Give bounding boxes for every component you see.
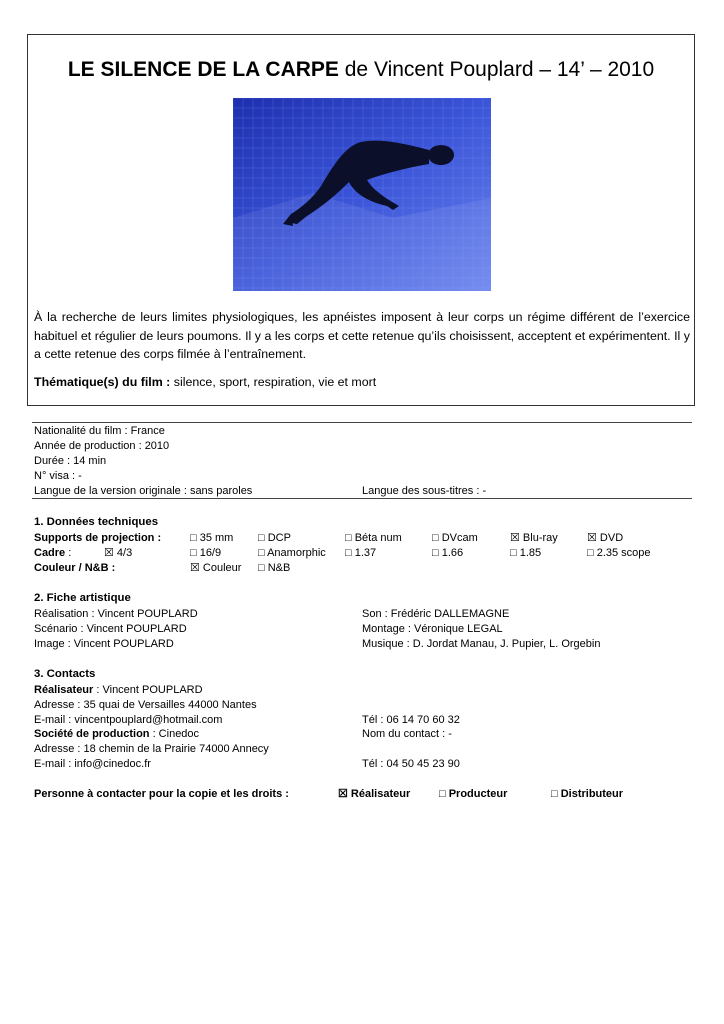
rights-distributor-checkbox[interactable]: □ Distributeur bbox=[551, 788, 624, 800]
company-phone: Tél : 04 50 45 23 90 bbox=[362, 758, 460, 770]
film-still-image bbox=[233, 98, 491, 291]
film-title-rest: de Vincent Pouplard – 14’ – 2010 bbox=[338, 58, 655, 81]
support-bluray-checkbox[interactable]: ☒ Blu-ray bbox=[510, 532, 558, 544]
rights-producer-checkbox[interactable]: □ Producteur bbox=[439, 788, 508, 800]
credit-son: Son : Frédéric DALLEMAGNE bbox=[362, 608, 510, 620]
support-35mm-checkbox[interactable]: □ 35 mm bbox=[190, 532, 234, 544]
credit-image: Image : Vincent POUPLARD bbox=[34, 638, 174, 650]
bw-checkbox[interactable]: □ N&B bbox=[258, 562, 291, 574]
rights-contact-label: Personne à contacter pour la copie et les droits : bbox=[34, 788, 289, 800]
subtitle-language: Langue des sous-titres : - bbox=[362, 485, 487, 497]
duration: Durée : 14 min bbox=[34, 455, 107, 467]
company-address: Adresse : 18 chemin de la Prairie 74000 Annecy bbox=[34, 743, 269, 755]
original-language: Langue de la version originale : sans paroles bbox=[34, 485, 253, 497]
support-dcp-checkbox[interactable]: □ DCP bbox=[258, 532, 291, 544]
theme-value: silence, sport, respiration, vie et mort bbox=[170, 375, 377, 389]
visa-number: N° visa : - bbox=[34, 470, 82, 482]
theme-label: Thématique(s) du film : bbox=[34, 375, 171, 389]
director-address: Adresse : 35 quai de Versailles 44000 Nantes bbox=[34, 699, 257, 711]
credit-montage: Montage : Véronique LEGAL bbox=[362, 623, 503, 635]
film-title-bold: LE SILENCE DE LA CARPE bbox=[67, 58, 339, 81]
color-label: Couleur / N&B : bbox=[34, 562, 116, 574]
director-line: Réalisateur : Vincent POUPLARD bbox=[34, 684, 203, 696]
company-email: E-mail : info@cinedoc.fr bbox=[34, 758, 151, 770]
section-contacts-heading: 3. Contacts bbox=[34, 668, 96, 680]
divider-top bbox=[32, 422, 692, 423]
support-dvcam-checkbox[interactable]: □ DVcam bbox=[432, 532, 478, 544]
rights-director-checkbox[interactable]: ☒ Réalisateur bbox=[338, 788, 411, 800]
support-betanum-checkbox[interactable]: □ Béta num bbox=[345, 532, 402, 544]
support-dvd-checkbox[interactable]: ☒ DVD bbox=[587, 532, 624, 544]
cadre-137-checkbox[interactable]: □ 1.37 bbox=[345, 547, 377, 559]
cadre-169-checkbox[interactable]: □ 16/9 bbox=[190, 547, 222, 559]
section-technical-heading: 1. Données techniques bbox=[34, 516, 159, 528]
company-contact: Nom du contact : - bbox=[362, 728, 452, 740]
cadre-235-checkbox[interactable]: □ 2.35 scope bbox=[587, 547, 651, 559]
company-line: Société de production : Cinedoc bbox=[34, 728, 200, 740]
production-year: Année de production : 2010 bbox=[34, 440, 170, 452]
credit-musique: Musique : D. Jordat Manau, J. Pupier, L. Orgebin bbox=[362, 638, 601, 650]
credit-realisation: Réalisation : Vincent POUPLARD bbox=[34, 608, 198, 620]
film-title bbox=[28, 57, 694, 83]
nationality: Nationalité du film : France bbox=[34, 425, 165, 437]
supports-label: Supports de projection : bbox=[34, 532, 162, 544]
director-phone: Tél : 06 14 70 60 32 bbox=[362, 714, 460, 726]
cadre-label: Cadre : bbox=[34, 547, 72, 559]
director-email: E-mail : vincentpouplard@hotmail.com bbox=[34, 714, 223, 726]
color-checkbox[interactable]: ☒ Couleur bbox=[190, 562, 242, 574]
credit-scenario: Scénario : Vincent POUPLARD bbox=[34, 623, 187, 635]
cadre-43-checkbox[interactable]: ☒ 4/3 bbox=[104, 547, 133, 559]
divider-bottom bbox=[32, 498, 692, 499]
section-artistic-heading: 2. Fiche artistique bbox=[34, 592, 131, 604]
film-card bbox=[27, 34, 695, 406]
theme-line bbox=[34, 373, 376, 391]
cadre-185-checkbox[interactable]: □ 1.85 bbox=[510, 547, 542, 559]
cadre-anamorphic-checkbox[interactable]: □ Anamorphic bbox=[258, 547, 326, 559]
synopsis-text: À la recherche de leurs limites physiologiques, les apnéistes imposent à leur corps un régime différent de l’exercice habituel et régulier de leurs poumons. Il y a les corps et cette retenue qu’ils choisissent, acceptent et expérimentent. Il y a cette retenue des corps filmée à l’entraînement. bbox=[34, 310, 690, 361]
cadre-166-checkbox[interactable]: □ 1.66 bbox=[432, 547, 464, 559]
